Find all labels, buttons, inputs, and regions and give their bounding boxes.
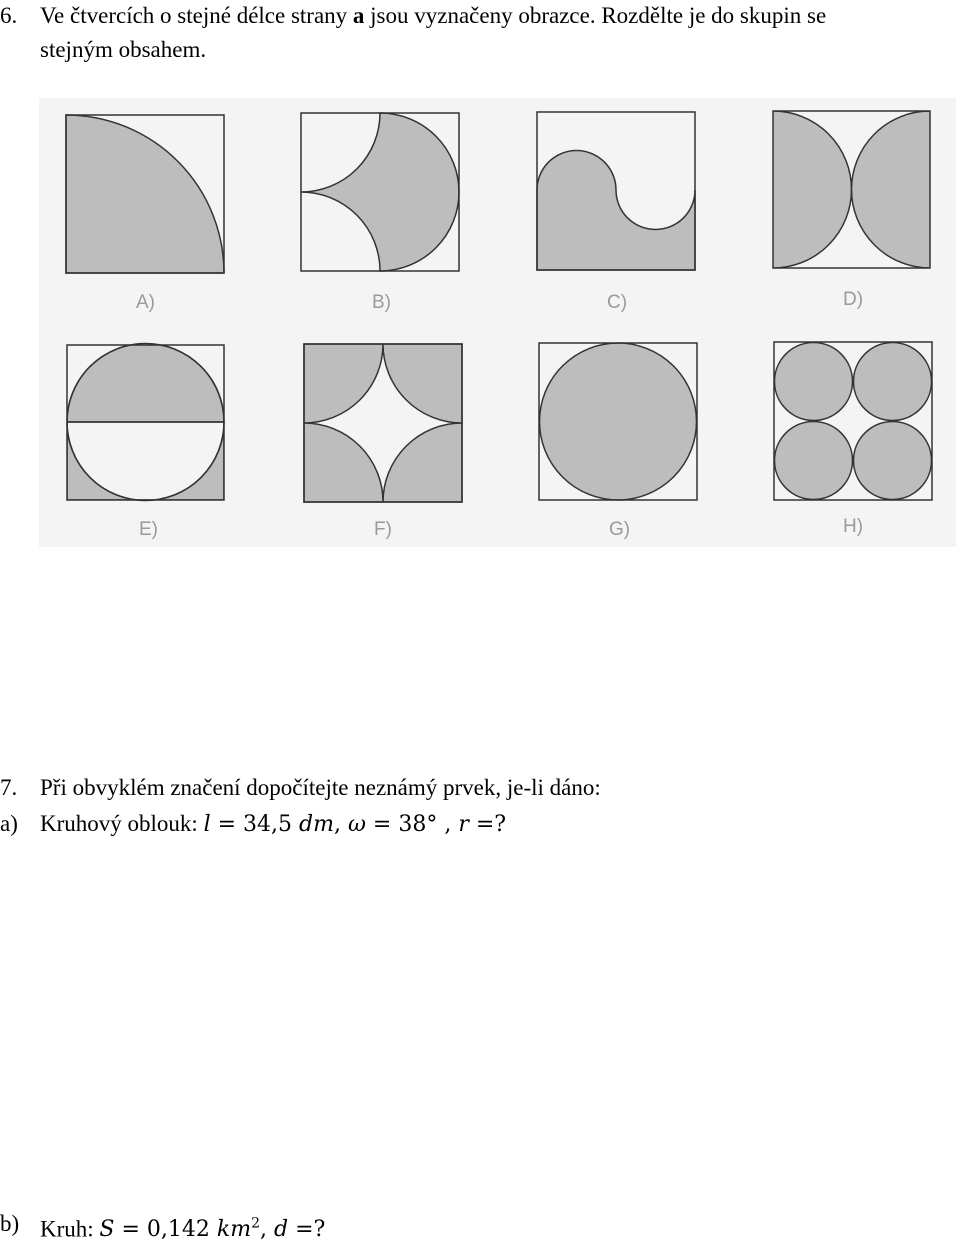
q6-text-before: Ve čtvercích o stejné délce strany [40, 3, 348, 28]
l-var: l [203, 812, 211, 837]
sep-2: , [437, 812, 459, 837]
eq-3: =? [468, 812, 507, 837]
l-value: 34,5 [243, 812, 293, 837]
q6-text-wrap [40, 2, 826, 30]
label-h: H) [843, 516, 864, 537]
q7-b-content [40, 1210, 325, 1244]
q7-b-text: Kruh: [40, 1216, 94, 1242]
omega-value: 38° [398, 812, 438, 837]
s-exponent: 2 [251, 1216, 261, 1232]
shape-e [67, 344, 224, 501]
shape-c [537, 112, 695, 270]
q7-a-content [40, 810, 506, 839]
q6-line-1 [0, 2, 827, 30]
label-f: F) [374, 519, 392, 540]
s-var: S [99, 1217, 115, 1243]
q7-line [0, 774, 601, 802]
shape-d [695, 111, 957, 268]
q7-b-marker: b) [0, 1211, 20, 1236]
label-c: C) [607, 292, 628, 313]
r-var: r [458, 812, 469, 837]
sep-1: , [333, 812, 348, 837]
shape-b [301, 113, 459, 271]
eq-2: =? [288, 1217, 326, 1243]
sep: , [260, 1217, 275, 1243]
eq-2: = [365, 812, 399, 837]
eq-1: = [210, 812, 244, 837]
q7-a-line [0, 810, 507, 838]
shapes-svg [39, 98, 956, 547]
q7-a-marker: a) [0, 811, 18, 836]
omega-var: ω [347, 812, 366, 837]
s-value: 0,142 [146, 1217, 210, 1243]
label-g: G) [609, 519, 631, 540]
shape-h [774, 342, 932, 500]
label-a: A) [136, 292, 155, 313]
shape-f [304, 344, 462, 502]
label-b: B) [372, 292, 391, 313]
q7-a-text: Kruhový oblouk: [40, 811, 198, 836]
q7-b-line [0, 1210, 326, 1243]
d-var: d [274, 1217, 289, 1243]
q7-number: 7. [0, 775, 18, 800]
label-e: E) [139, 519, 158, 540]
q6-line-2: stejným obsahem. [40, 37, 207, 62]
l-unit: dm [292, 812, 334, 837]
eq-1: = [114, 1217, 147, 1243]
q6-text-after: jsou vyznačeny obrazce. Rozdělte je do skupin se [370, 3, 827, 28]
label-d: D) [843, 289, 864, 310]
q6-bold-var: a [352, 3, 365, 28]
s-unit: km [209, 1217, 252, 1243]
shape-g [539, 343, 697, 500]
q7-text: Při obvyklém značení dopočítejte neznámý prvek, je-li dáno: [40, 775, 601, 800]
shape-a [66, 115, 224, 273]
q6-number: 6. [0, 3, 18, 28]
q7-b-formula [99, 1217, 325, 1242]
shapes-figure [39, 98, 956, 547]
q7-a-formula [204, 812, 507, 837]
